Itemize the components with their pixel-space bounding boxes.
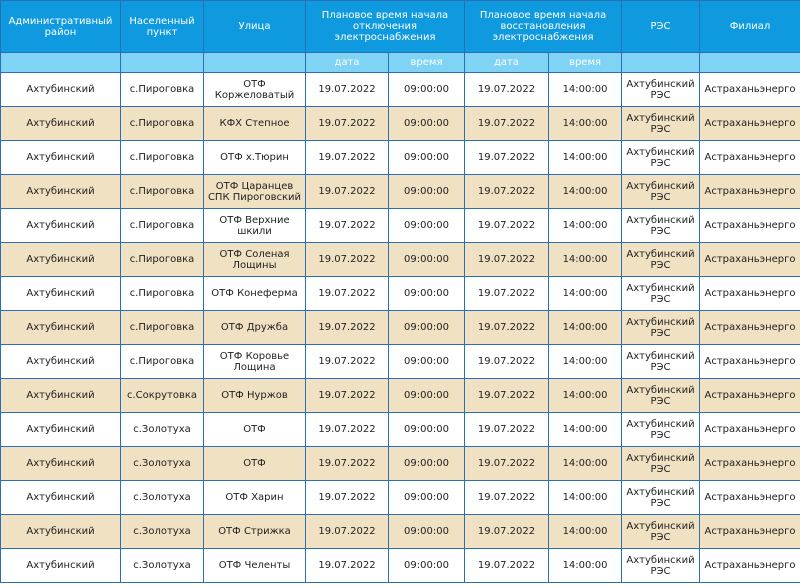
on-time-cell: 14:00:00 <box>549 175 622 209</box>
settlement-cell: с.Пироговка <box>121 243 204 277</box>
off-time-cell: 09:00:00 <box>389 379 465 413</box>
res-cell: Ахтубинский РЭС <box>622 311 700 345</box>
on-date-cell: 19.07.2022 <box>465 413 549 447</box>
res-cell: Ахтубинский РЭС <box>622 515 700 549</box>
res-cell: Ахтубинский РЭС <box>622 175 700 209</box>
table-body <box>1 73 800 583</box>
settlement-cell: с.Пироговка <box>121 73 204 107</box>
on-date-cell: 19.07.2022 <box>465 481 549 515</box>
off-time-subheader: время <box>389 53 465 73</box>
off-time-cell: 09:00:00 <box>389 311 465 345</box>
table-row <box>1 277 800 311</box>
branch-cell: Астраханьэнерго <box>700 141 800 175</box>
on-time-cell: 14:00:00 <box>549 73 622 107</box>
district-cell: Ахтубинский <box>1 277 121 311</box>
on-time-cell: 14:00:00 <box>549 379 622 413</box>
table-row <box>1 175 800 209</box>
res-cell: Ахтубинский РЭС <box>622 73 700 107</box>
table-row <box>1 311 800 345</box>
street-cell: ОТФ х.Тюрин <box>204 141 306 175</box>
table-row <box>1 447 800 481</box>
off-time-cell: 09:00:00 <box>389 413 465 447</box>
subheader-empty <box>1 53 121 73</box>
table-row <box>1 549 800 583</box>
table-row <box>1 481 800 515</box>
settlement-cell: с.Золотуха <box>121 549 204 583</box>
street-cell: ОТФ Нуржов <box>204 379 306 413</box>
settlement-cell: с.Золотуха <box>121 413 204 447</box>
off-date-cell: 19.07.2022 <box>306 73 389 107</box>
on-time-cell: 14:00:00 <box>549 243 622 277</box>
off-date-cell: 19.07.2022 <box>306 413 389 447</box>
on-date-cell: 19.07.2022 <box>465 345 549 379</box>
res-cell: Ахтубинский РЭС <box>622 209 700 243</box>
off-date-cell: 19.07.2022 <box>306 277 389 311</box>
street-cell: ОТФ Дружба <box>204 311 306 345</box>
district-header: Административный район <box>1 1 121 53</box>
district-cell: Ахтубинский <box>1 141 121 175</box>
street-cell: ОТФ Харин <box>204 481 306 515</box>
settlement-cell: с.Пироговка <box>121 107 204 141</box>
street-cell: ОТФ <box>204 413 306 447</box>
table-row <box>1 413 800 447</box>
branch-cell: Астраханьэнерго <box>700 413 800 447</box>
res-cell: Ахтубинский РЭС <box>622 481 700 515</box>
table-row <box>1 73 800 107</box>
off-time-cell: 09:00:00 <box>389 107 465 141</box>
district-cell: Ахтубинский <box>1 175 121 209</box>
branch-cell: Астраханьэнерго <box>700 243 800 277</box>
subheader-empty <box>700 53 800 73</box>
on-time-cell: 14:00:00 <box>549 209 622 243</box>
off-time-cell: 09:00:00 <box>389 175 465 209</box>
res-cell: Ахтубинский РЭС <box>622 345 700 379</box>
off-time-cell: 09:00:00 <box>389 515 465 549</box>
off-time-header: Плановое время начала отключения электроснабжения <box>306 1 465 53</box>
street-cell: ОТФ Соленая Лощины <box>204 243 306 277</box>
on-date-cell: 19.07.2022 <box>465 379 549 413</box>
on-time-cell: 14:00:00 <box>549 515 622 549</box>
settlement-cell: с.Золотуха <box>121 447 204 481</box>
on-date-cell: 19.07.2022 <box>465 277 549 311</box>
res-cell: Ахтубинский РЭС <box>622 243 700 277</box>
street-cell: ОТФ Коровье Лощина <box>204 345 306 379</box>
branch-cell: Астраханьэнерго <box>700 515 800 549</box>
table-row <box>1 345 800 379</box>
branch-cell: Астраханьэнерго <box>700 73 800 107</box>
district-cell: Ахтубинский <box>1 447 121 481</box>
district-cell: Ахтубинский <box>1 515 121 549</box>
table-row <box>1 515 800 549</box>
settlement-cell: с.Пироговка <box>121 141 204 175</box>
district-cell: Ахтубинский <box>1 311 121 345</box>
on-date-cell: 19.07.2022 <box>465 243 549 277</box>
off-time-cell: 09:00:00 <box>389 73 465 107</box>
settlement-cell: с.Золотуха <box>121 515 204 549</box>
off-date-cell: 19.07.2022 <box>306 447 389 481</box>
street-cell: ОТФ Челенты <box>204 549 306 583</box>
res-cell: Ахтубинский РЭС <box>622 413 700 447</box>
street-cell: ОТФ Царанцев СПК Пироговский <box>204 175 306 209</box>
off-date-cell: 19.07.2022 <box>306 107 389 141</box>
street-cell: ОТФ Конеферма <box>204 277 306 311</box>
branch-cell: Астраханьэнерго <box>700 311 800 345</box>
on-time-cell: 14:00:00 <box>549 481 622 515</box>
on-time-cell: 14:00:00 <box>549 549 622 583</box>
street-cell: ОТФ Коржеловатый <box>204 73 306 107</box>
district-cell: Ахтубинский <box>1 549 121 583</box>
on-time-cell: 14:00:00 <box>549 141 622 175</box>
off-time-cell: 09:00:00 <box>389 549 465 583</box>
on-date-cell: 19.07.2022 <box>465 141 549 175</box>
on-time-cell: 14:00:00 <box>549 413 622 447</box>
street-cell: КФХ Степное <box>204 107 306 141</box>
branch-header: Филиал <box>700 1 800 53</box>
off-date-cell: 19.07.2022 <box>306 209 389 243</box>
on-date-cell: 19.07.2022 <box>465 311 549 345</box>
off-time-cell: 09:00:00 <box>389 345 465 379</box>
res-cell: Ахтубинский РЭС <box>622 549 700 583</box>
subheader-empty <box>622 53 700 73</box>
street-cell: ОТФ Верхние шкили <box>204 209 306 243</box>
off-time-cell: 09:00:00 <box>389 481 465 515</box>
subheader-row <box>1 53 800 73</box>
on-time-cell: 14:00:00 <box>549 277 622 311</box>
branch-cell: Астраханьэнерго <box>700 107 800 141</box>
branch-cell: Астраханьэнерго <box>700 175 800 209</box>
table-row <box>1 107 800 141</box>
table-row <box>1 243 800 277</box>
off-date-cell: 19.07.2022 <box>306 481 389 515</box>
on-date-cell: 19.07.2022 <box>465 107 549 141</box>
district-cell: Ахтубинский <box>1 379 121 413</box>
res-cell: Ахтубинский РЭС <box>622 379 700 413</box>
settlement-cell: с.Сокрутовка <box>121 379 204 413</box>
res-cell: Ахтубинский РЭС <box>622 141 700 175</box>
on-date-cell: 19.07.2022 <box>465 447 549 481</box>
street-cell: ОТФ Стрижка <box>204 515 306 549</box>
res-cell: Ахтубинский РЭС <box>622 447 700 481</box>
branch-cell: Астраханьэнерго <box>700 447 800 481</box>
on-time-cell: 14:00:00 <box>549 345 622 379</box>
subheader-empty <box>204 53 306 73</box>
district-cell: Ахтубинский <box>1 243 121 277</box>
street-cell: ОТФ <box>204 447 306 481</box>
district-cell: Ахтубинский <box>1 345 121 379</box>
on-date-cell: 19.07.2022 <box>465 175 549 209</box>
off-date-cell: 19.07.2022 <box>306 379 389 413</box>
on-date-cell: 19.07.2022 <box>465 515 549 549</box>
branch-cell: Астраханьэнерго <box>700 277 800 311</box>
district-cell: Ахтубинский <box>1 481 121 515</box>
off-date-cell: 19.07.2022 <box>306 175 389 209</box>
settlement-header: Населенный пункт <box>121 1 204 53</box>
on-time-cell: 14:00:00 <box>549 447 622 481</box>
on-date-subheader: дата <box>465 53 549 73</box>
district-cell: Ахтубинский <box>1 413 121 447</box>
off-date-cell: 19.07.2022 <box>306 141 389 175</box>
settlement-cell: с.Пироговка <box>121 345 204 379</box>
res-header: РЭС <box>622 1 700 53</box>
district-cell: Ахтубинский <box>1 107 121 141</box>
settlement-cell: с.Пироговка <box>121 175 204 209</box>
branch-cell: Астраханьэнерго <box>700 209 800 243</box>
off-time-cell: 09:00:00 <box>389 243 465 277</box>
on-time-cell: 14:00:00 <box>549 311 622 345</box>
table-row <box>1 141 800 175</box>
branch-cell: Астраханьэнерго <box>700 379 800 413</box>
off-date-cell: 19.07.2022 <box>306 549 389 583</box>
off-time-cell: 09:00:00 <box>389 209 465 243</box>
branch-cell: Астраханьэнерго <box>700 481 800 515</box>
off-date-cell: 19.07.2022 <box>306 515 389 549</box>
district-cell: Ахтубинский <box>1 209 121 243</box>
on-date-cell: 19.07.2022 <box>465 549 549 583</box>
on-date-cell: 19.07.2022 <box>465 209 549 243</box>
table-row <box>1 209 800 243</box>
on-time-subheader: время <box>549 53 622 73</box>
off-date-subheader: дата <box>306 53 389 73</box>
street-header: Улица <box>204 1 306 53</box>
on-time-cell: 14:00:00 <box>549 107 622 141</box>
off-time-cell: 09:00:00 <box>389 447 465 481</box>
branch-cell: Астраханьэнерго <box>700 345 800 379</box>
on-date-cell: 19.07.2022 <box>465 73 549 107</box>
subheader-empty <box>121 53 204 73</box>
district-cell: Ахтубинский <box>1 73 121 107</box>
res-cell: Ахтубинский РЭС <box>622 107 700 141</box>
off-time-cell: 09:00:00 <box>389 141 465 175</box>
restore-time-header: Плановое время начала восстановления электроснабжения <box>465 1 622 53</box>
header-row <box>1 1 800 53</box>
settlement-cell: с.Золотуха <box>121 481 204 515</box>
settlement-cell: с.Пироговка <box>121 209 204 243</box>
off-date-cell: 19.07.2022 <box>306 345 389 379</box>
off-date-cell: 19.07.2022 <box>306 311 389 345</box>
res-cell: Ахтубинский РЭС <box>622 277 700 311</box>
branch-cell: Астраханьэнерго <box>700 549 800 583</box>
off-date-cell: 19.07.2022 <box>306 243 389 277</box>
off-time-cell: 09:00:00 <box>389 277 465 311</box>
settlement-cell: с.Пироговка <box>121 311 204 345</box>
settlement-cell: с.Пироговка <box>121 277 204 311</box>
table-row <box>1 379 800 413</box>
